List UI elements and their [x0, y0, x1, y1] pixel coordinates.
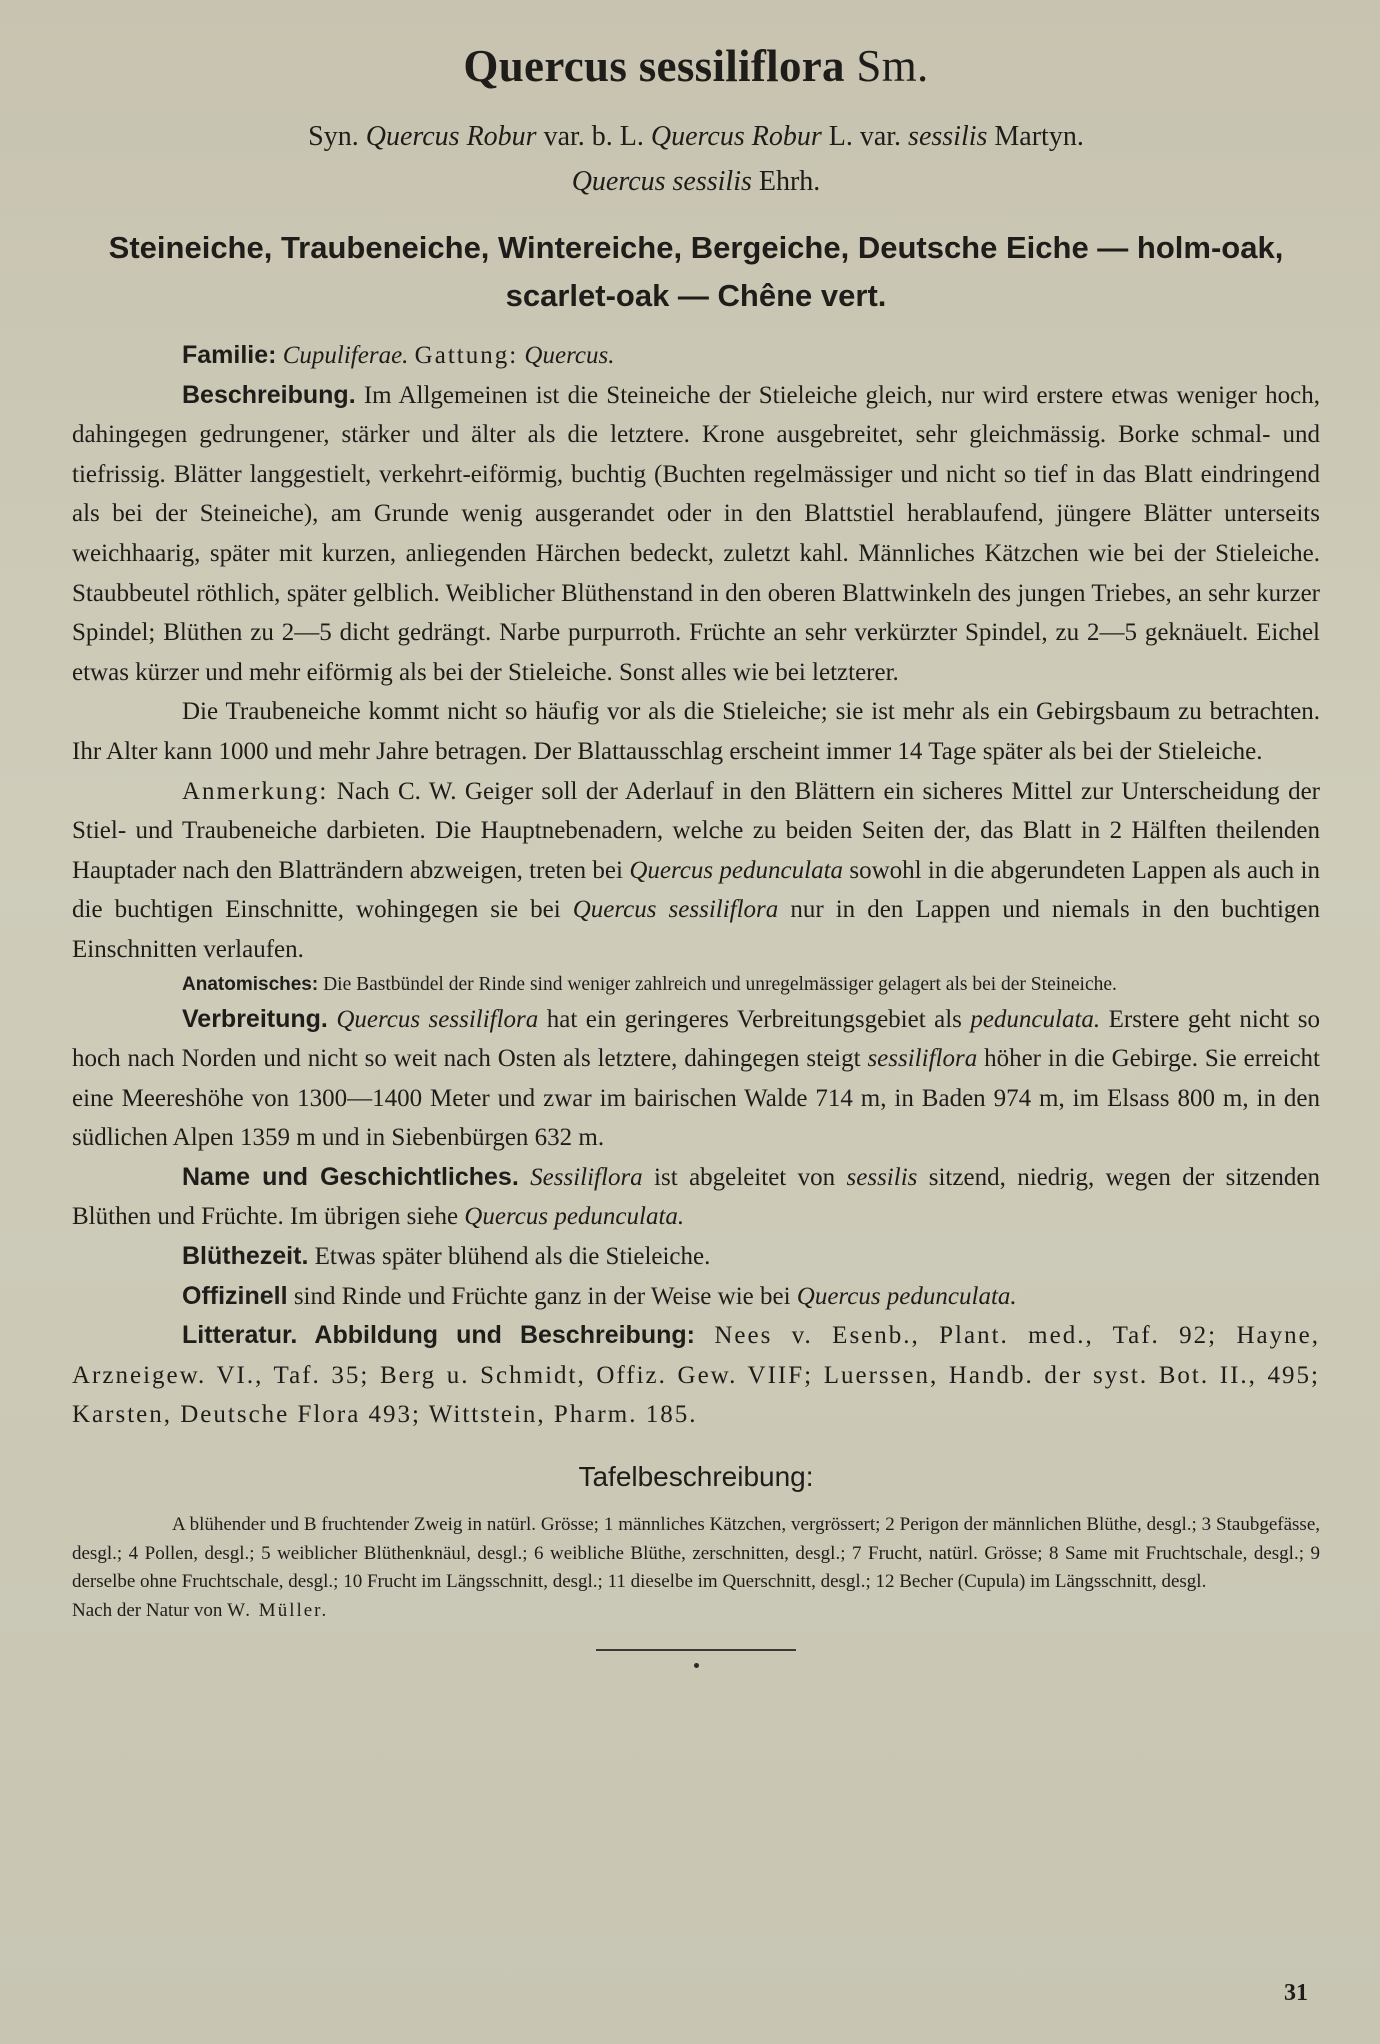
beschreibung-text-2: Die Traubeneiche kommt nicht so häufig vor als die Stieleiche; sie ist mehr als ein Gebirgsbaum zu betrachten. Ihr Alter kann 1000 und mehr Jahre betragen. Der Blattausschlag erscheint immer 14 Tage später als bei der Stieleiche. [72, 698, 1320, 765]
offizinell-section: Offizinell sind Rinde und Früchte ganz in der Weise wie bei Quercus pedunculata. [182, 1281, 1017, 1310]
synonyms [72, 114, 1320, 204]
bluethezeit-section: Blüthezeit. Etwas später blühend als die Stieleiche. [182, 1242, 711, 1271]
anatomisches-section: Anatomisches: Die Bastbündel der Rinde sind weniger zahlreich und unregelmässiger gelagert als bei der Steineiche. [182, 973, 1117, 995]
familie-line: Familie: Cupuliferae. Gattung: Quercus. [182, 341, 615, 369]
species-name: Quercus sessiliflora [463, 41, 845, 91]
common-names: Steineiche, Traubeneiche, Wintereiche, Bergeiche, Deutsche Eiche — holm-oak, scarlet-oak — Chêne vert. [108, 230, 1284, 313]
page-number: 31 [1284, 1980, 1308, 2006]
beschreibung-section: Beschreibung. Im Allgemeinen ist die Steineiche der Stieleiche gleich, nur wird erstere etwas weniger hoch, dahingegen gedrungener, stärker und älter als die letztere. Krone ausgebreitet, sehr gleichmässig. Borke schmal- und tiefrissig. Blätter langgestielt, verkehrt-eiförmig, buchtig (Buchten regelmässiger und nicht so tief in das Blatt eindringend als bei der Steineiche), am Grunde wenig ausgerandet oder in den Blattstiel herablaufend, jüngere Blätter unterseits weichhaarig, später mit kurzen, anliegenden Härchen bedeckt, zuletzt kahl. Männliches Kätzchen wie bei der Stieleiche. Staubbeutel röthlich, später gelblich. Weiblicher Blüthenstand in den oberen Blattwinkeln des jungen Triebes, an sehr kurzer Spindel; Blüthen zu 2—5 dicht gedrängt. Narbe purpurroth. Früchte an sehr verkürzter Spindel, zu 2—5 geknäuelt. Eichel etwas kürzer und mehr eiförmig als bei der Stieleiche. Sonst alles wie bei letzterer. [72, 380, 1321, 686]
end-divider [596, 1649, 796, 1651]
synonyms-line-1: Syn. Quercus Robur var. b. L. Quercus Robur L. var. sessilis Martyn. [308, 121, 1084, 152]
page-title [72, 40, 1320, 92]
species-author: Sm. [856, 41, 929, 91]
end-dot [694, 1663, 699, 1668]
name-section: Name und Geschichtliches. Sessiliflora ist abgeleitet von sessilis sitzend, niedrig, wegen der sitzenden Blüthen und Früchte. Im übrigen siehe Quercus pedunculata. [72, 1162, 1321, 1231]
tafel-heading: Tafelbeschreibung: [578, 1461, 814, 1493]
tafel-description: A blühender und B fruchtender Zweig in natürl. Grösse; 1 männliches Kätzchen, vergrössert; 2 Perigon der männlichen Blüthe, desgl.; 3 Staubgefässe, desgl.; 4 Pollen, desgl.; 5 weiblicher Blüthenknäul, desgl.; 6 weibliche Blüthe, zerschnitten, desgl.; 7 Frucht, natürl. Grösse; 8 Same mit Fruchtschale, desgl.; 9 derselbe ohne Fruchtschale, desgl.; 10 Frucht im Längsschnitt, desgl.; 11 dieselbe im Querschnitt, desgl.; 12 Becher (Cupula) im Längsschnitt, desgl. [72, 1514, 1320, 1593]
synonyms-line-2: Quercus sessilis Ehrh. [571, 166, 821, 197]
verbreitung-section: Verbreitung. Quercus sessiliflora hat ein geringeres Verbreitungsgebiet als pedunculata. Erstere geht nicht so hoch nach Norden und nicht so weit nach Osten als letztere, dahingegen steigt sessiliflora höher in die Gebirge. Sie erreicht eine Meereshöhe von 1300—1400 Meter und zwar im bairischen Walde 714 m, in Baden 974 m, im Elsass 800 m, in den südlichen Alpen 1359 m und in Siebenbürgen 632 m. [72, 1004, 1320, 1152]
anmerkung-section: Anmerkung: Nach C. W. Geiger soll der Aderlauf in den Blättern ein sicheres Mittel zur Unterscheidung der Stiel- und Traubeneiche darbieten. Die Hauptnebenadern, welche zu beiden Seiten der, das Blatt in 2 Hälften theilenden Hauptader nach den Blatträndern abzweigen, treten bei Quercus pedunculata sowohl in die abgerundeten Lappen als auch in die buchtigen Einschnitte, wohingegen sie bei Quercus sessiliflora nur in den Lappen und niemals in den buchtigen Einschnitten verlaufen. [72, 777, 1320, 963]
tafel-credit: Nach der Natur von W. Müller. [72, 1599, 329, 1621]
litteratur-section: Litteratur. Abbildung und Beschreibung: Nees v. Esenb., Plant. med., Taf. 92; Hayne, Arzneigew. VI., Taf. 35; Berg u. Schmidt, Offiz. Gew. VIIF; Luerssen, Handb. der syst. Bot. II., 495; Karsten, Deutsche Flora 493; Wittstein, Pharm. 185. [72, 1321, 1320, 1429]
